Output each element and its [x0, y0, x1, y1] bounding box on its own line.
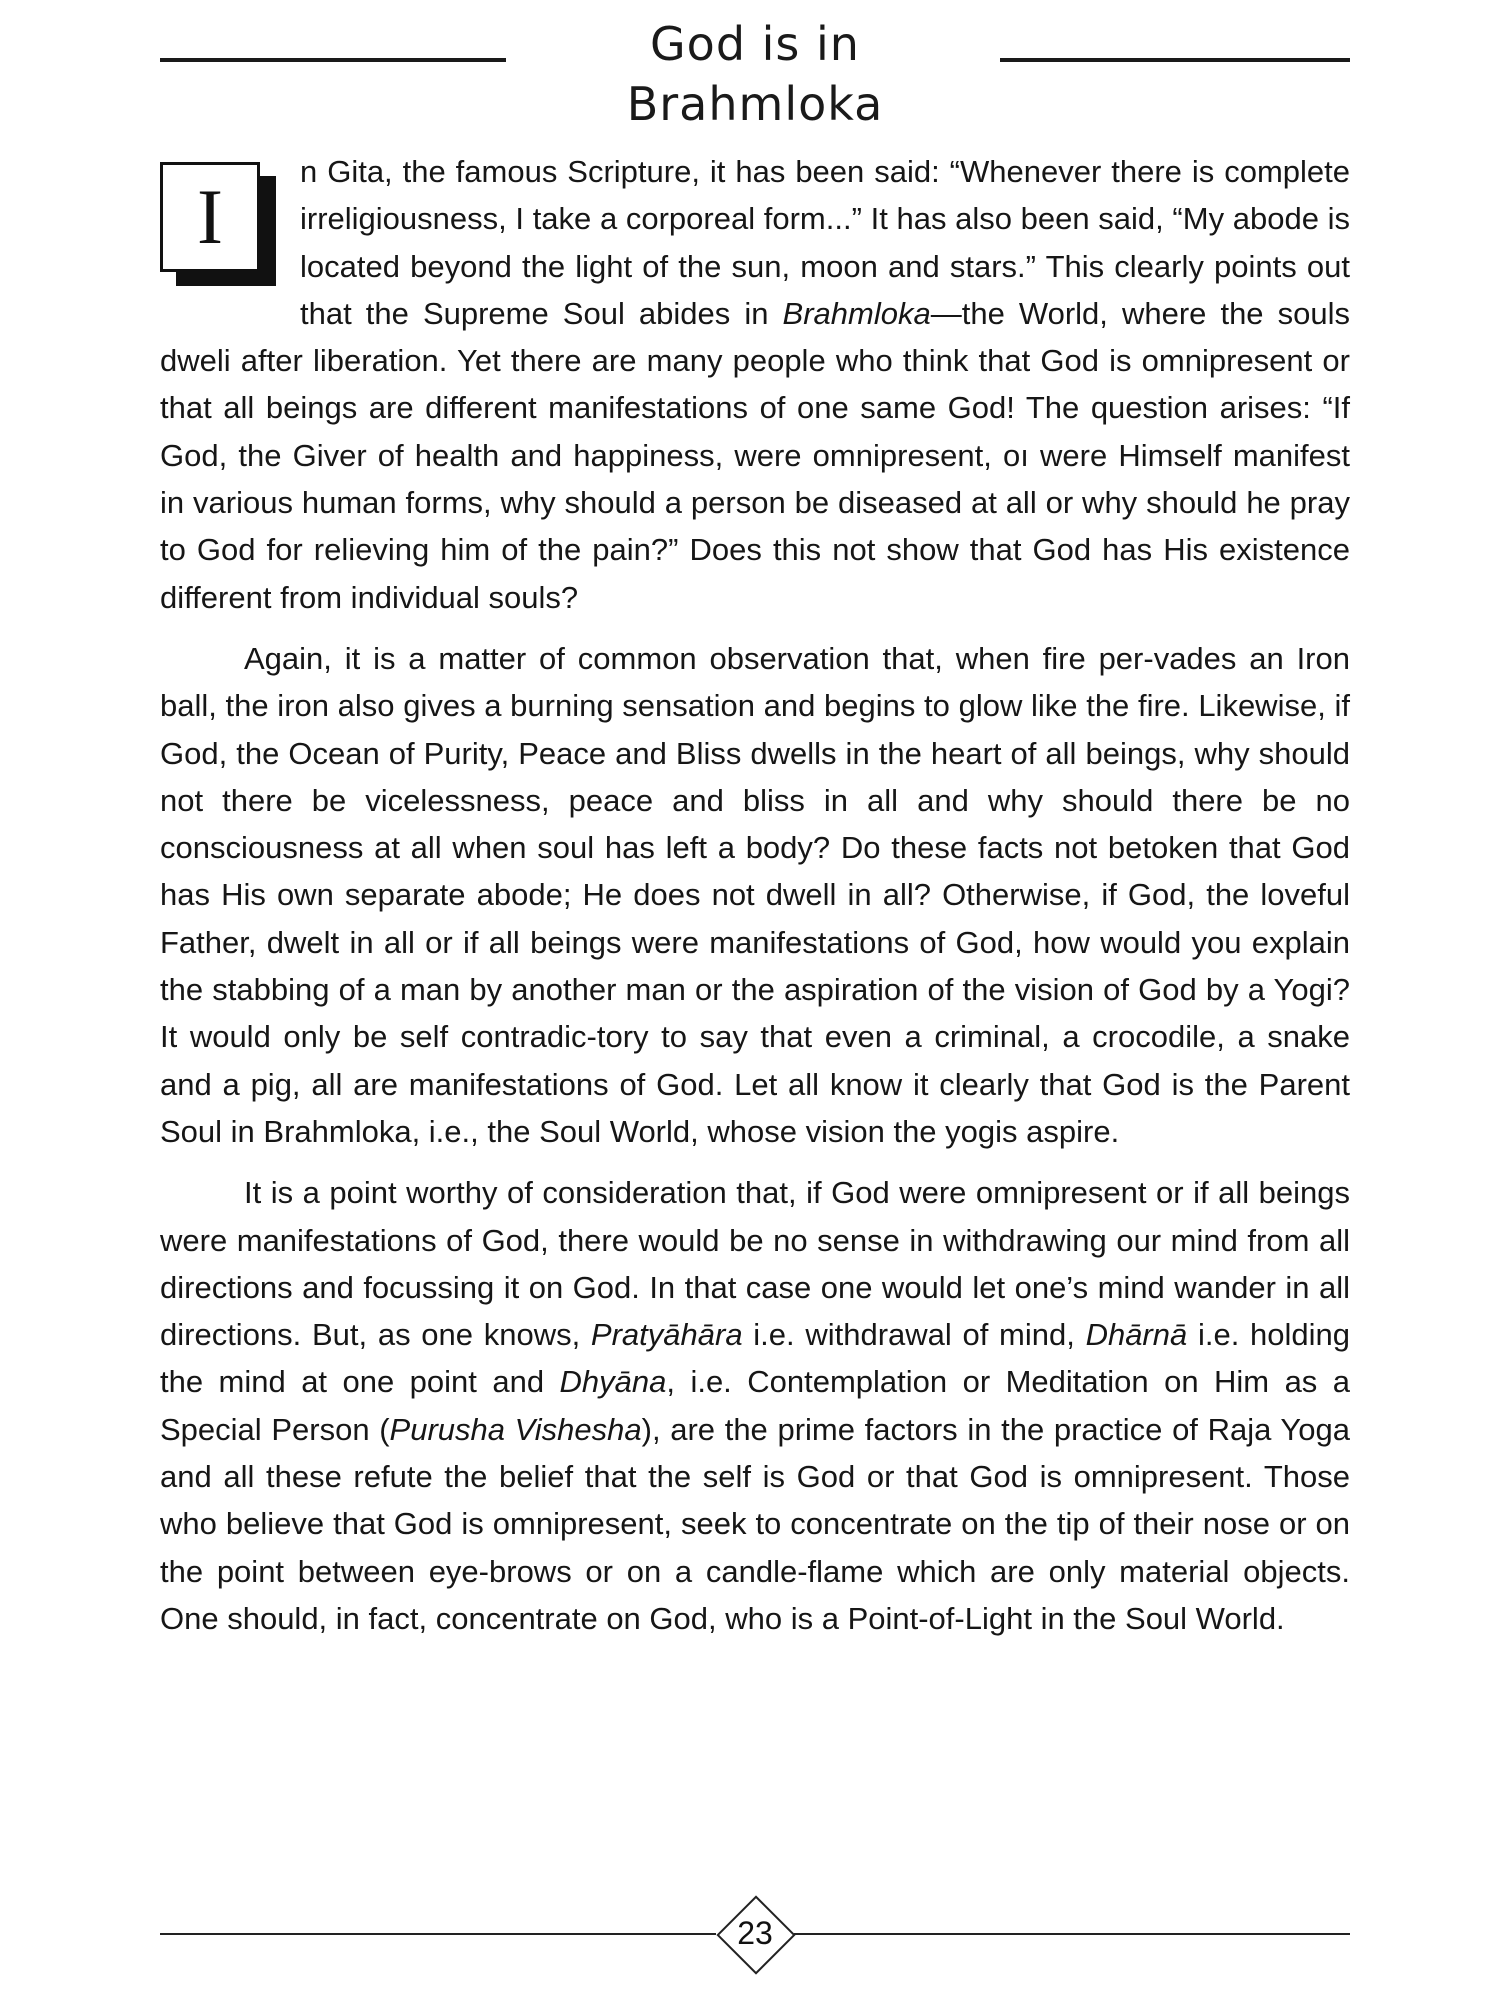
- drop-cap-letter: I: [160, 162, 260, 272]
- paragraph-3-text: [160, 1175, 1350, 1636]
- paragraph-2: [160, 635, 1350, 1155]
- paragraph-2-text: [160, 641, 1350, 1149]
- drop-cap: [160, 162, 278, 290]
- page-header: [160, 14, 1350, 131]
- header-rule-right: [1000, 58, 1350, 62]
- italic-term: Purusha Vishesha: [389, 1411, 642, 1447]
- text-run: ), are the prime factors in the practice of Raja Yoga and all these refute the belief that the self is God or that God is omnipresent. Those who believe that God is omnipresent, seek to concentrate on the tip of their nose or on the point between eye-brows or on a candle-flame which are only material objects. One should, in fact, concentrate on God, who is a Point-of-Light in the Soul World.: [160, 1411, 1350, 1636]
- page-number: 23: [737, 1915, 773, 1951]
- page-title: God is in Brahmloka: [626, 17, 884, 131]
- paragraph-1-text: [160, 154, 1350, 615]
- italic-term: Pratyāhāra: [590, 1317, 743, 1353]
- text-run: n Gita, the famous Scripture, it has been said: “Whenever there is complete irreligiousness, I take a corporeal form...” It has also been said, “My abode is located beyond the light of the sun, moon and stars.” This clearly points out that the Supreme Soul abides in: [300, 154, 1350, 331]
- text-run: —the World, where the souls dweli after liberation. Yet there are many people who think that God is omnipresent or that all beings are different manifestations of one same God! The question arises: “If God, the Giver of health and happiness, were omnipresent, oı were Himself manifest in various human forms, why should a person be diseased at all or why should he pray to God for relieving him of the pain?” Does this not show that God has His existence different from individual souls?: [160, 295, 1350, 615]
- italic-term: Dhyāna: [559, 1364, 667, 1400]
- text-run: It is a point worthy of consideration that, if God were omnipresent or if all beings were manifestations of God, there would be no sense in withdrawing our mind from all directions and focussing it on God. In that case one would let one’s mind wander in all directions. But, as one knows,: [160, 1175, 1350, 1353]
- paragraph-3: [160, 1169, 1350, 1642]
- page-footer: [160, 1895, 1350, 1971]
- italic-term: Dhārnā: [1085, 1317, 1188, 1353]
- text-run: Again, it is a matter of common observation that, when fire per-vades an Iron ball, the iron also gives a burning sensation and begins to glow like the fire. Likewise, if God, the Ocean of Purity, Peace and Bliss dwells in the heart of all beings, why should not there be vicelessness, peace and bliss in all and why should there be no consciousness at all when soul has left a body? Do these facts not betoken that God has His own separate abode; He does not dwell in all? Otherwise, if God, the loveful Father, dwelt in all or if all beings were manifestations of God, how would you explain the stabbing of a man by another man or the aspiration of the vision of God by a Yogi? It would only be self contradic-tory to say that even a criminal, a crocodile, a snake and a pig, all are manifestations of God. Let all know it clearly that God is the Parent Soul in Brahmloka, i.e., the Soul World, whose vision the yogis aspire.: [160, 640, 1350, 1149]
- text-run: , i.e. Contemplation or Meditation on Him as a Special Person (: [160, 1364, 1350, 1447]
- footer-rule-left: [160, 1933, 716, 1935]
- text-run: i.e. holding the mind at one point and: [160, 1317, 1350, 1400]
- paragraph-1: [160, 148, 1350, 621]
- italic-term: Brahmloka: [782, 295, 931, 331]
- article-body: [160, 148, 1350, 1642]
- header-rule-left: [160, 58, 506, 62]
- footer-rule-right: [794, 1933, 1350, 1935]
- text-run: i.e. withdrawal of mind,: [742, 1317, 1086, 1353]
